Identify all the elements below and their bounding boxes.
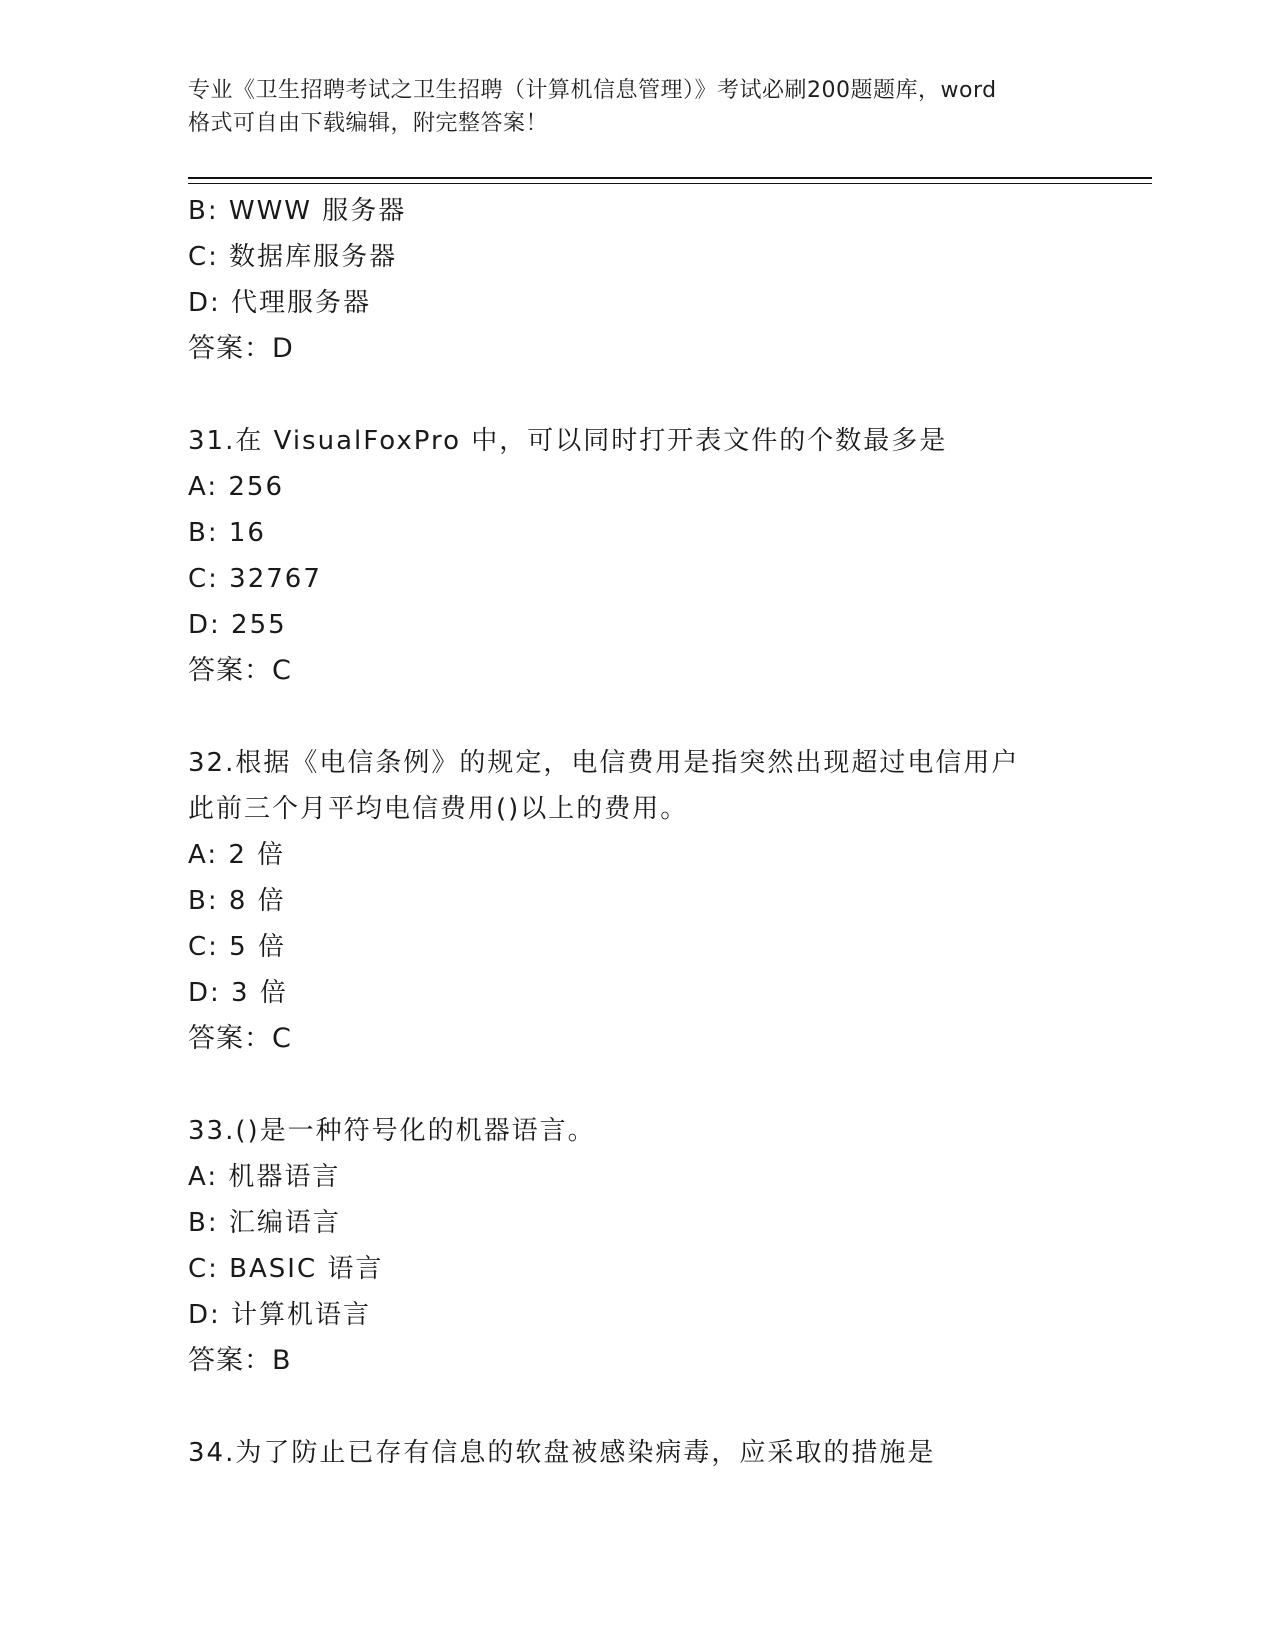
answer-line: 答案：C [188, 1023, 292, 1054]
answer-line: 答案：D [188, 333, 294, 364]
option-b: B: WWW 服务器 [188, 196, 407, 226]
option-c: C: BASIC 语言 [188, 1254, 384, 1284]
option-d: D: 255 [188, 610, 287, 640]
document-header [188, 74, 1088, 140]
question-stem: 34.为了防止已存有信息的软盘被感染病毒，应采取的措施是 [188, 1438, 936, 1468]
option-b: B: 8 倍 [188, 886, 286, 916]
header-line-2: 格式可自由下载编辑，附完整答案！ [188, 111, 549, 136]
header-rule-thin [188, 183, 1152, 184]
option-a: A: 机器语言 [188, 1162, 341, 1192]
option-c: C: 数据库服务器 [188, 242, 398, 272]
answer-line: 答案：C [188, 655, 292, 686]
question-stem: 32.根据《电信条例》的规定，电信费用是指突然出现超过电信用户此前三个月平均电信费用()以上的费用。 [188, 748, 1020, 824]
spacer [188, 1384, 1088, 1430]
question-33 [188, 1108, 1088, 1384]
question-stem: 33.()是一种符号化的机器语言。 [188, 1116, 596, 1146]
question-32 [188, 740, 1088, 1062]
option-c: C: 5 倍 [188, 932, 286, 962]
option-b: B: 汇编语言 [188, 1208, 341, 1238]
question-30-continuation [188, 188, 1088, 372]
question-34 [188, 1430, 1088, 1476]
header-line-1: 专业《卫生招聘考试之卫生招聘（计算机信息管理）》考试必刷200题题库，word [188, 78, 997, 103]
question-list [188, 188, 1088, 1476]
option-d: D: 代理服务器 [188, 288, 372, 318]
answer-line: 答案：B [188, 1345, 292, 1376]
spacer [188, 694, 1088, 740]
option-a: A: 256 [188, 472, 284, 502]
option-d: D: 3 倍 [188, 978, 288, 1008]
header-rule-thick [188, 177, 1152, 179]
question-stem: 31.在 VisualFoxPro 中，可以同时打开表文件的个数最多是 [188, 426, 948, 456]
option-b: B: 16 [188, 518, 266, 548]
question-31 [188, 418, 1088, 694]
spacer [188, 372, 1088, 418]
spacer [188, 1062, 1088, 1108]
option-c: C: 32767 [188, 564, 322, 594]
option-a: A: 2 倍 [188, 840, 286, 870]
option-d: D: 计算机语言 [188, 1300, 372, 1330]
